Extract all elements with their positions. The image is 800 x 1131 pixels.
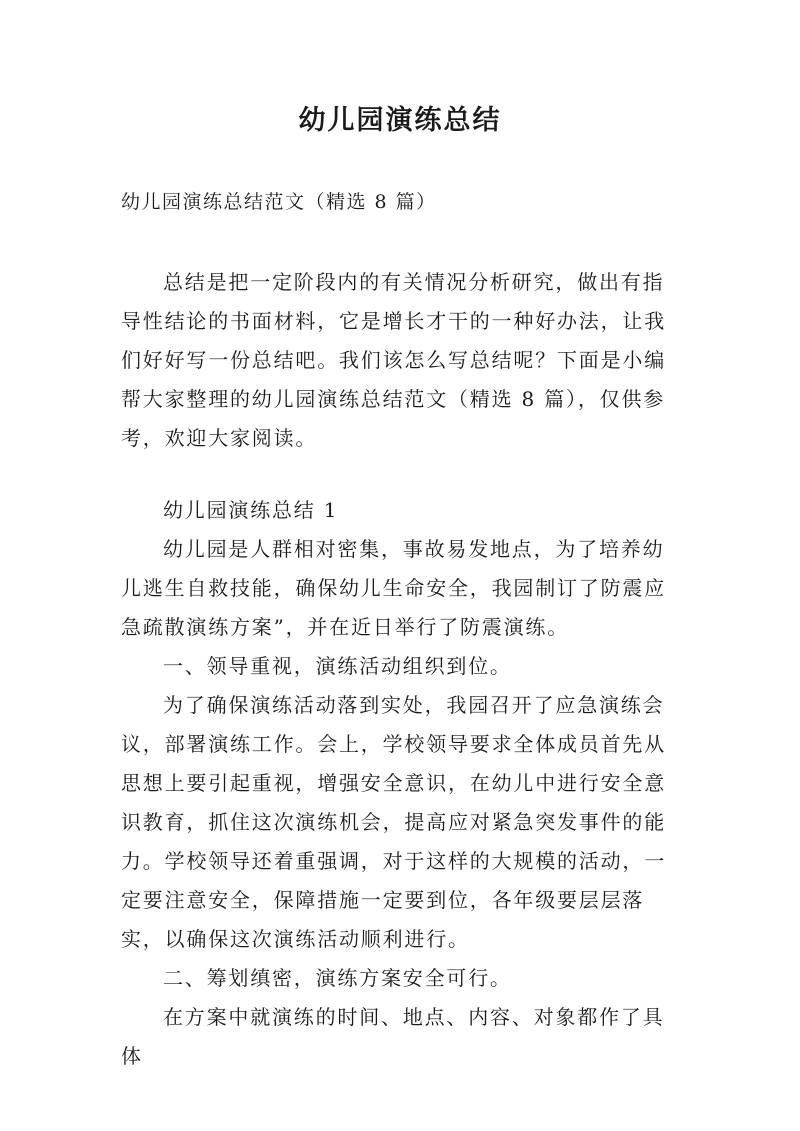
intro-paragraph: 总结是把一定阶段内的有关情况分析研究，做出有指导性结论的书面材料，它是增长才干的一种好办法，让我们好好写一份总结吧。我们该怎么写总结呢？下面是小编帮大家整理的幼儿园演练总结范文（精选 8 篇），仅供参考，欢迎大家阅读。	[121, 270, 666, 450]
body-paragraph: 幼儿园是人群相对密集，事故易发地点，为了培养幼儿逃生自救技能，确保幼儿生命安全，我园制订了防震应急疏散演练方案”，并在近日举行了防震演练。	[121, 537, 666, 639]
section-heading: 幼儿园演练总结 1	[163, 498, 339, 522]
document-title: 幼儿园演练总结	[298, 105, 502, 136]
document-subtitle: 幼儿园演练总结范文（精选 8 篇）	[121, 191, 437, 213]
intro-block	[121, 263, 681, 458]
body-paragraph: 一、领导重视，演练活动组织到位。	[163, 654, 512, 678]
body-paragraph: 在方案中就演练的时间、地点、内容、对象都作了具体	[121, 1005, 665, 1068]
section-1	[121, 491, 681, 1076]
body-paragraph: 二、筹划缜密，演练方案安全可行。	[163, 966, 512, 990]
body-paragraph: 为了确保演练活动落到实处，我园召开了应急演练会议，部署演练工作。会上，学校领导要求全体成员首先从思想上要引起重视，增强安全意识，在幼儿中进行安全意识教育，抓住这次演练机会，提高应对紧急突发事件的能力。学校领导还着重强调，对于这样的大规模的活动，一定要注意安全，保障措施一定要到位，各年级要层层落实，以确保这次演练活动顺利进行。	[121, 693, 666, 951]
